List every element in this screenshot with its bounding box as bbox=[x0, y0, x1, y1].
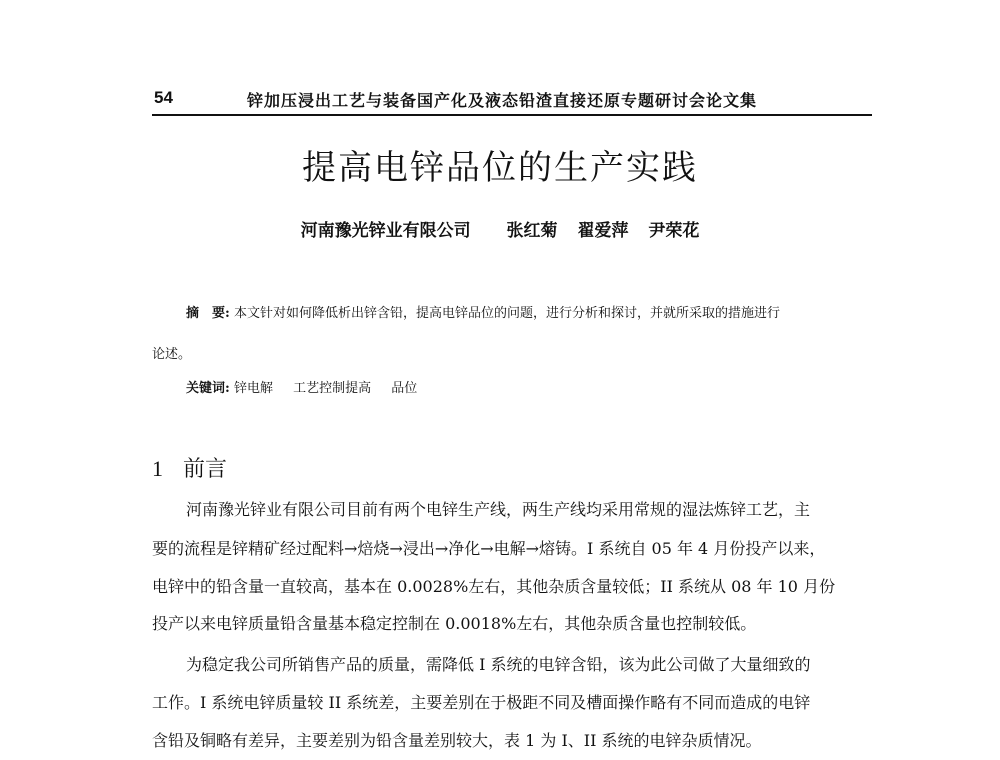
paragraph-line: 含铅及铜略有差异，主要差别为铅含量差别较大，表 1 为 I、II 系统的电锌杂质情况。 bbox=[152, 731, 762, 750]
author-name: 张红菊 bbox=[506, 221, 558, 241]
journal-title: 锌加压浸出工艺与装备国产化及液态铅渣直接还原专题研讨会论文集 bbox=[247, 91, 758, 110]
paragraph-line: 要的流程是锌精矿经过配料→焙烧→浸出→净化→电解→熔铸。I 系统自 05 年 4 月份投产以来， bbox=[152, 539, 826, 558]
paper-title: 提高电锌品位的生产实践 bbox=[302, 148, 698, 188]
section-heading bbox=[152, 452, 227, 483]
paragraph-line: 工作。I 系统电锌质量较 II 系统差，主要差别在于极距不同及槽面操作略有不同而造成的电锌 bbox=[152, 693, 811, 712]
keyword: 工艺控制提高 bbox=[293, 381, 372, 396]
running-header bbox=[152, 84, 872, 116]
keyword: 锌电解 bbox=[233, 381, 273, 396]
section-number: 1 bbox=[152, 456, 163, 481]
paragraph-line: 河南豫光锌业有限公司目前有两个电锌生产线，两生产线均采用常规的湿法炼锌工艺，主 bbox=[186, 500, 811, 519]
abstract-continuation: 论述。 bbox=[152, 347, 192, 362]
keywords-label: 关键词: bbox=[186, 381, 230, 396]
author-organization: 河南豫光锌业有限公司 bbox=[300, 221, 471, 241]
author-name: 翟爱萍 bbox=[577, 221, 629, 241]
keywords bbox=[186, 377, 433, 396]
page-number: 54 bbox=[154, 88, 173, 107]
author-name: 尹荣花 bbox=[648, 221, 700, 241]
abstract bbox=[186, 302, 780, 321]
paragraph-line: 电锌中的铅含量一直较高，基本在 0.0028%左右，其他杂质含量较低；II 系统从 08 年 10 月份 bbox=[152, 577, 836, 596]
section-title: 前言 bbox=[183, 457, 228, 482]
abstract-text: 本文针对如何降低析出锌含铅，提高电锌品位的问题，进行分析和探讨，并就所采取的措施进行 bbox=[233, 306, 780, 321]
abstract-label: 摘 要: bbox=[186, 306, 230, 321]
paragraph-line: 为稳定我公司所销售产品的质量，需降低 I 系统的电锌含铅，该为此公司做了大量细致的 bbox=[186, 655, 811, 674]
keyword: 品位 bbox=[391, 381, 418, 396]
paragraph-line: 投产以来电锌质量铅含量基本稳定控制在 0.0018%左右，其他杂质含量也控制较低。 bbox=[152, 614, 757, 633]
author-line bbox=[0, 216, 1000, 241]
